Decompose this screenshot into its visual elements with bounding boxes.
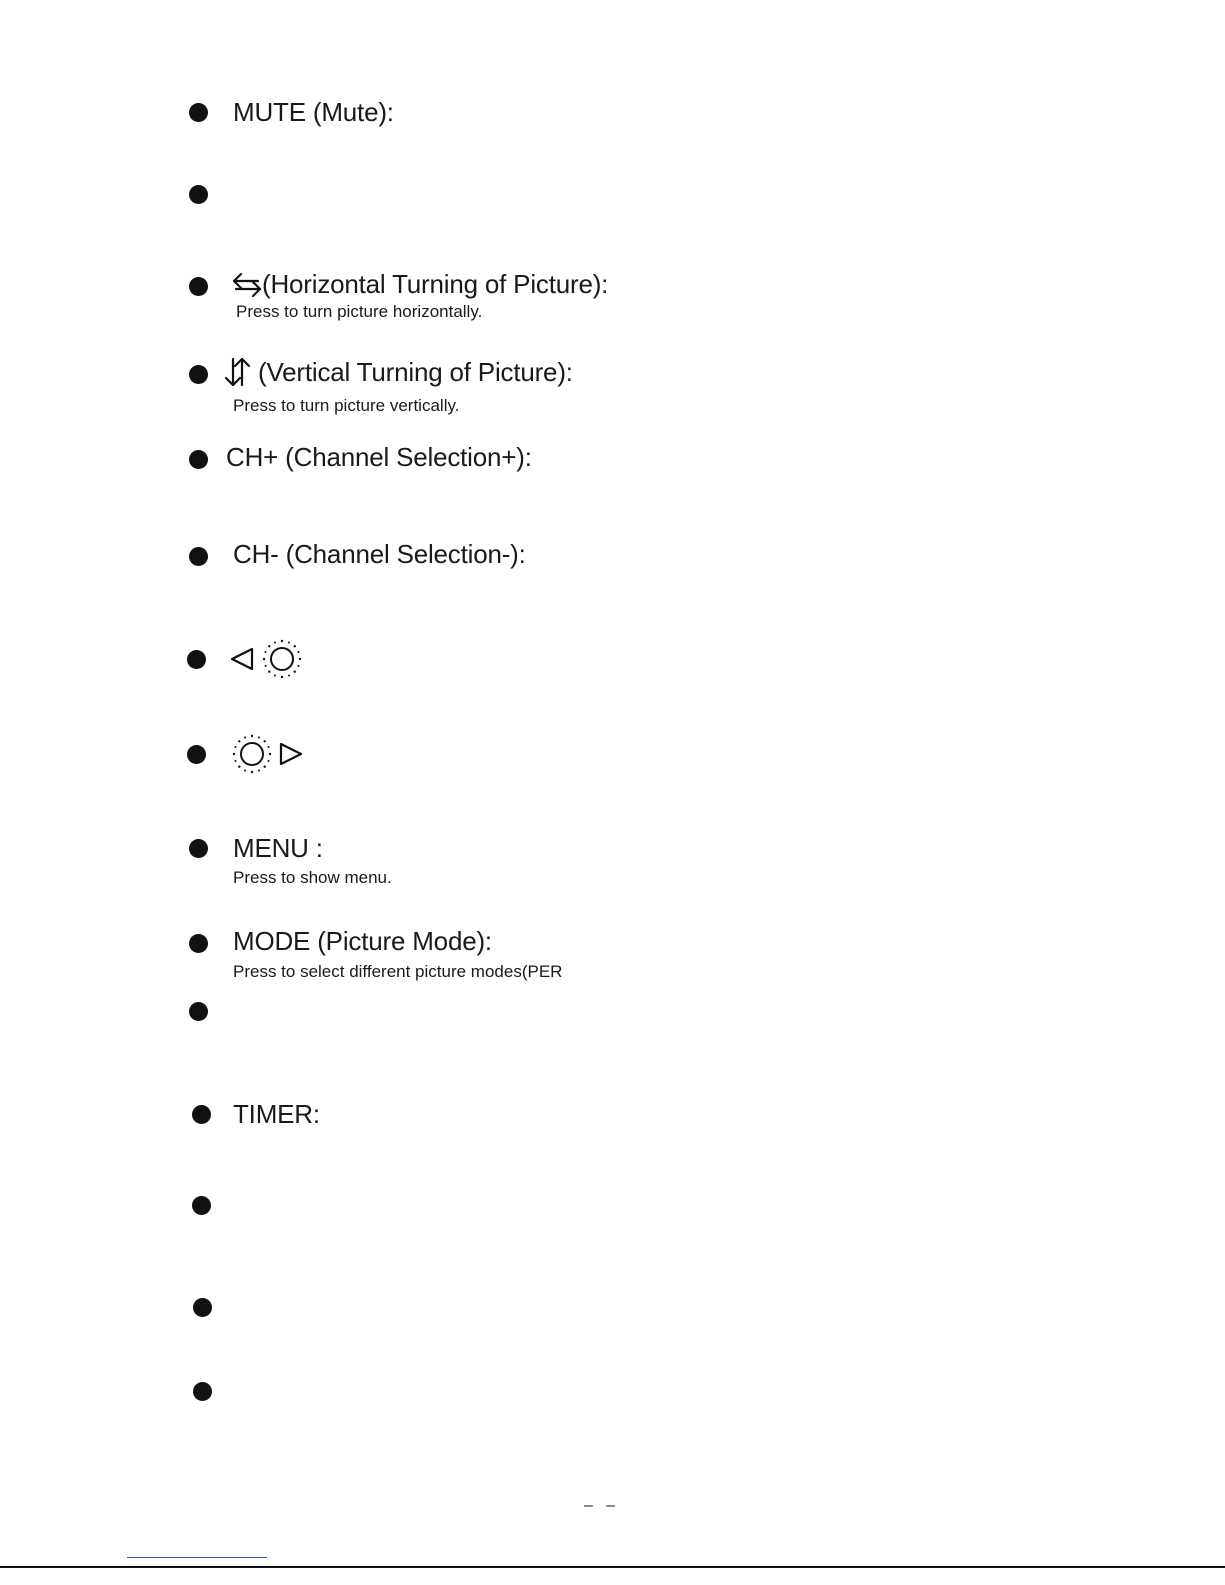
bullet — [187, 650, 206, 669]
bullet — [189, 185, 208, 204]
bullet — [187, 745, 206, 764]
bullet — [189, 839, 208, 858]
item-desc-vertical-turning: Press to turn picture vertically. — [233, 396, 460, 415]
swap-vertical-arrows-icon — [224, 356, 256, 388]
bullet — [189, 365, 208, 384]
item-desc-horizontal-turning: Press to turn picture horizontally. — [236, 302, 483, 321]
item-title-vertical-turning: (Vertical Turning of Picture): — [258, 357, 573, 387]
footer-link-underline — [127, 1557, 267, 1558]
item-title-timer: TIMER: — [233, 1099, 320, 1129]
item-title-channel-down: CH- (Channel Selection-): — [233, 539, 526, 569]
bullet — [192, 1196, 211, 1215]
item-title-horizontal-turning: (Horizontal Turning of Picture): — [262, 269, 609, 299]
item-desc-picture-mode: Press to select different picture modes(PER — [233, 962, 563, 981]
item-title-channel-up: CH+ (Channel Selection+): — [226, 442, 532, 472]
swap-horizontal-arrows-icon — [232, 272, 262, 298]
bullet — [189, 547, 208, 566]
item-title-picture-mode: MODE (Picture Mode): — [233, 926, 492, 956]
brightness-decrease-icon — [228, 638, 306, 682]
bullet — [192, 1105, 211, 1124]
brightness-increase-icon — [228, 732, 308, 776]
bullet — [193, 1382, 212, 1401]
bullet — [189, 450, 208, 469]
bullet — [189, 934, 208, 953]
page-number-marks: – – — [584, 1497, 616, 1514]
bullet — [193, 1298, 212, 1317]
item-title-menu: MENU : — [233, 833, 323, 863]
bullet — [189, 277, 208, 296]
page-bottom-rule — [0, 1566, 1225, 1568]
item-title-mute: MUTE (Mute): — [233, 97, 394, 127]
item-desc-menu: Press to show menu. — [233, 868, 392, 887]
bullet — [189, 103, 208, 122]
bullet — [189, 1002, 208, 1021]
